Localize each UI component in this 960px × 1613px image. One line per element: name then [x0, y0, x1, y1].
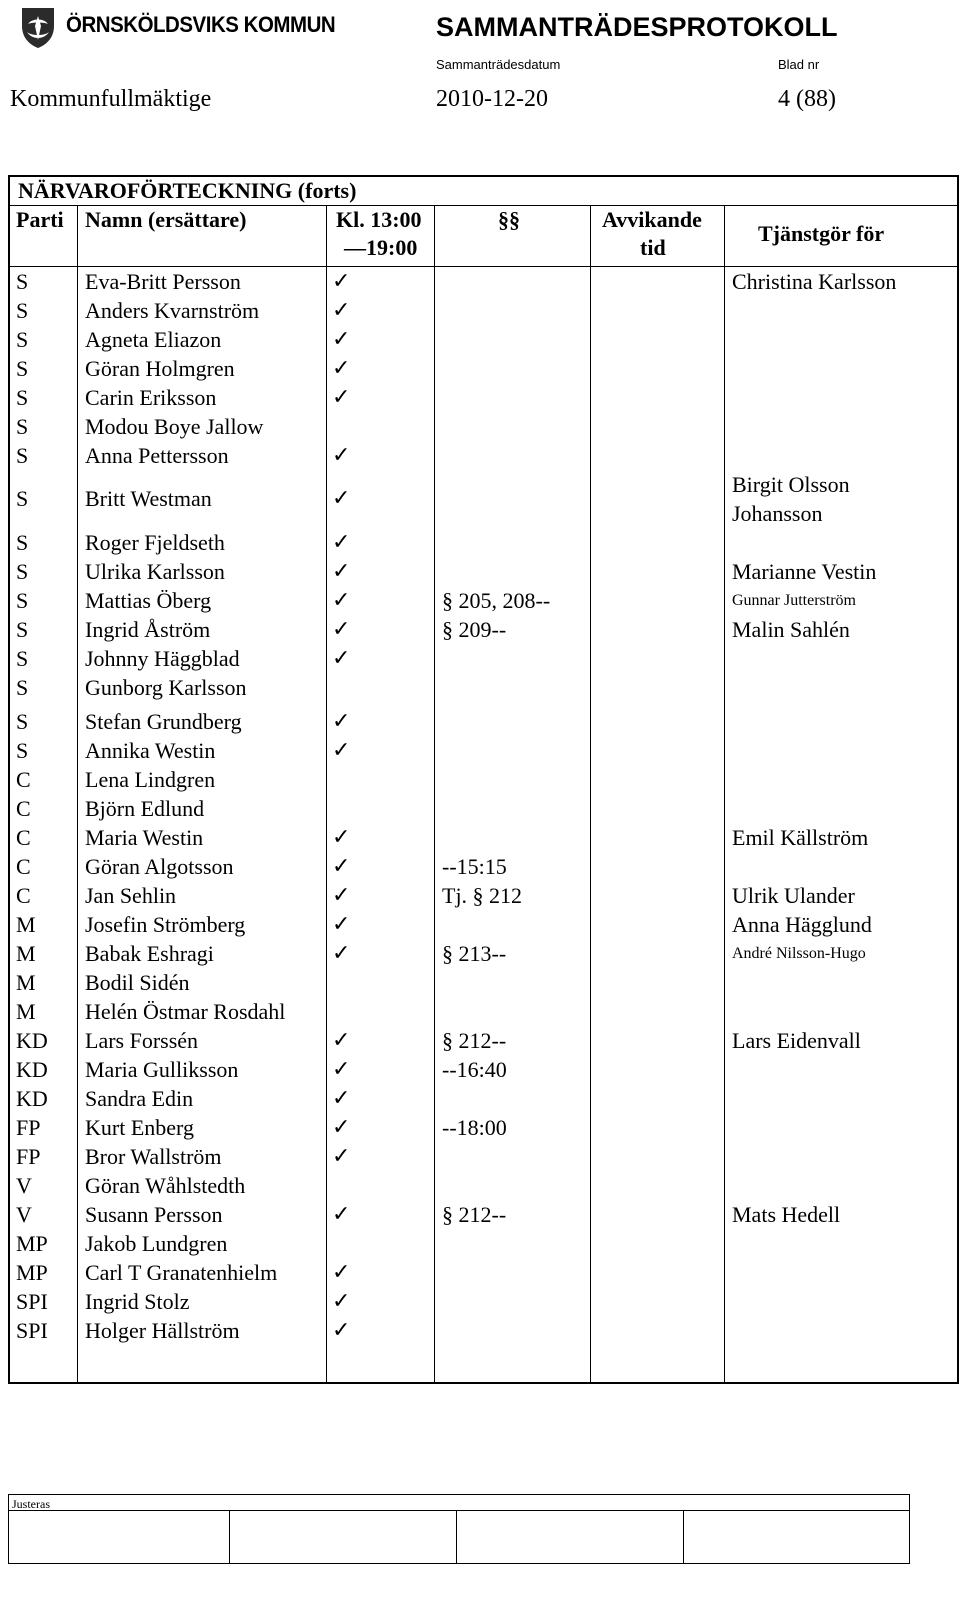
row-paragraph-note: --18:00: [442, 1115, 507, 1140]
row-party: KD: [16, 1028, 48, 1053]
row-paragraph-note: --16:40: [442, 1057, 507, 1082]
present-check-icon: ✓: [332, 617, 351, 642]
row-serving-for: André Nilsson-Hugo: [732, 945, 866, 962]
row-party: V: [16, 1173, 32, 1198]
row-serving-for: Birgit Olsson: [732, 472, 850, 497]
row-party: FP: [16, 1115, 41, 1140]
signature-divider: [9, 1510, 909, 1511]
row-name: Britt Westman: [85, 486, 212, 511]
row-serving-for: Lars Eidenvall: [732, 1028, 861, 1053]
row-serving-for: Emil Källström: [732, 825, 869, 850]
page-number: 4 (88): [778, 86, 836, 112]
meeting-date-label: Sammanträdesdatum: [436, 57, 561, 72]
row-name: Sandra Edin: [85, 1086, 194, 1111]
column-header-paragraph: §§: [498, 207, 520, 232]
row-name: Gunborg Karlsson: [85, 675, 247, 700]
row-party: C: [16, 796, 31, 821]
column-header-deviation-unit: tid: [640, 235, 666, 260]
row-party: M: [16, 941, 36, 966]
row-party: S: [16, 486, 29, 511]
row-party: S: [16, 356, 29, 381]
present-check-icon: ✓: [332, 1115, 351, 1140]
row-name: Carin Eriksson: [85, 385, 217, 410]
column-divider: [434, 206, 435, 1382]
organ-name: Kommunfullmäktige: [10, 86, 212, 112]
present-check-icon: ✓: [332, 443, 351, 468]
row-name: Bodil Sidén: [85, 970, 190, 995]
row-party: S: [16, 269, 29, 294]
row-name: Josefin Strömberg: [85, 912, 246, 937]
row-party: M: [16, 912, 36, 937]
column-divider: [590, 206, 591, 1382]
row-party: KD: [16, 1057, 48, 1082]
row-name: Göran Algotsson: [85, 854, 234, 879]
row-party: C: [16, 883, 31, 908]
present-check-icon: ✓: [332, 941, 351, 966]
present-check-icon: ✓: [332, 646, 351, 671]
row-party: MP: [16, 1260, 48, 1285]
row-name: Holger Hällström: [85, 1318, 240, 1343]
municipality-name: ÖRNSKÖLDSVIKS KOMMUN: [66, 12, 336, 37]
row-name: Susann Persson: [85, 1202, 223, 1227]
row-party: C: [16, 825, 31, 850]
row-party: S: [16, 738, 29, 763]
table-heading: NÄRVAROFÖRTECKNING (forts): [18, 178, 357, 203]
row-party: FP: [16, 1144, 41, 1169]
row-party: S: [16, 709, 29, 734]
row-name: Jakob Lundgren: [85, 1231, 228, 1256]
row-party: S: [16, 588, 29, 613]
row-serving-for-cont: Johansson: [732, 501, 823, 526]
row-serving-for: Ulrik Ulander: [732, 883, 855, 908]
row-name: Eva-Britt Persson: [85, 269, 241, 294]
row-paragraph-note: § 205, 208--: [442, 588, 551, 613]
justeras-label: Justeras: [12, 1497, 50, 1511]
row-name: Ingrid Åström: [85, 617, 211, 642]
row-name: Göran Holmgren: [85, 356, 235, 381]
row-name: Helén Östmar Rosdahl: [85, 999, 286, 1024]
signature-column-divider: [456, 1510, 457, 1563]
attendance-table: [8, 175, 959, 1384]
row-name: Lars Forssén: [85, 1028, 199, 1053]
present-check-icon: ✓: [332, 738, 351, 763]
row-party: S: [16, 385, 29, 410]
present-check-icon: ✓: [332, 825, 351, 850]
column-header-time-end: —19:00: [344, 235, 418, 260]
row-paragraph-note: § 212--: [442, 1028, 507, 1053]
present-check-icon: ✓: [332, 1318, 351, 1343]
present-check-icon: ✓: [332, 1057, 351, 1082]
column-header-serving-for: Tjänstgör för: [758, 221, 885, 246]
row-name: Maria Westin: [85, 825, 204, 850]
row-party: SPI: [16, 1318, 48, 1343]
present-check-icon: ✓: [332, 1260, 351, 1285]
row-party: KD: [16, 1086, 48, 1111]
present-check-icon: ✓: [332, 327, 351, 352]
row-serving-for: Christina Karlsson: [732, 269, 897, 294]
signature-column-divider: [683, 1510, 684, 1563]
row-name: Kurt Enberg: [85, 1115, 194, 1140]
row-name: Annika Westin: [85, 738, 216, 763]
row-name: Göran Wåhlstedth: [85, 1173, 246, 1198]
row-name: Björn Edlund: [85, 796, 205, 821]
present-check-icon: ✓: [332, 269, 351, 294]
column-header-party: Parti: [16, 207, 64, 232]
signature-column-divider: [229, 1510, 230, 1563]
row-party: S: [16, 414, 29, 439]
row-paragraph-note: Tj. § 212: [442, 883, 523, 908]
meeting-date: 2010-12-20: [436, 86, 548, 112]
row-paragraph-note: § 209--: [442, 617, 507, 642]
row-party: M: [16, 999, 36, 1024]
column-divider: [77, 206, 78, 1382]
row-name: Anders Kvarnström: [85, 298, 260, 323]
row-party: C: [16, 854, 31, 879]
present-check-icon: ✓: [332, 298, 351, 323]
row-name: Agneta Eliazon: [85, 327, 222, 352]
row-serving-for: Marianne Vestin: [732, 559, 877, 584]
row-party: S: [16, 530, 29, 555]
row-party: SPI: [16, 1289, 48, 1314]
coat-of-arms-icon: [18, 6, 58, 50]
row-party: S: [16, 327, 29, 352]
present-check-icon: ✓: [332, 1202, 351, 1227]
row-name: Carl T Granatenhielm: [85, 1260, 278, 1285]
page-number-label: Blad nr: [778, 57, 820, 72]
row-name: Ulrika Karlsson: [85, 559, 225, 584]
row-party: S: [16, 298, 29, 323]
present-check-icon: ✓: [332, 1144, 351, 1169]
signature-box: [8, 1494, 910, 1564]
row-party: S: [16, 559, 29, 584]
present-check-icon: ✓: [332, 883, 351, 908]
document-type: SAMMANTRÄDESPROTOKOLL: [436, 12, 838, 42]
present-check-icon: ✓: [332, 530, 351, 555]
column-divider: [326, 206, 327, 1382]
present-check-icon: ✓: [332, 912, 351, 937]
present-check-icon: ✓: [332, 559, 351, 584]
present-check-icon: ✓: [332, 1086, 351, 1111]
row-name: Babak Eshragi: [85, 941, 214, 966]
present-check-icon: ✓: [332, 385, 351, 410]
row-paragraph-note: § 213--: [442, 941, 507, 966]
row-party: S: [16, 443, 29, 468]
row-serving-for: Malin Sahlén: [732, 617, 850, 642]
row-party: S: [16, 646, 29, 671]
present-check-icon: ✓: [332, 854, 351, 879]
present-check-icon: ✓: [332, 486, 351, 511]
row-name: Johnny Häggblad: [85, 646, 240, 671]
row-party: M: [16, 970, 36, 995]
row-name: Ingrid Stolz: [85, 1289, 190, 1314]
row-name: Lena Lindgren: [85, 767, 216, 792]
row-name: Maria Gulliksson: [85, 1057, 239, 1082]
row-name: Roger Fjeldseth: [85, 530, 225, 555]
row-party: V: [16, 1202, 32, 1227]
column-header-name: Namn (ersättare): [85, 207, 247, 232]
present-check-icon: ✓: [332, 1028, 351, 1053]
present-check-icon: ✓: [332, 1289, 351, 1314]
row-name: Bror Wallström: [85, 1144, 222, 1169]
row-paragraph-note: --15:15: [442, 854, 507, 879]
column-header-deviation: Avvikande: [602, 207, 702, 232]
row-party: C: [16, 767, 31, 792]
row-name: Stefan Grundberg: [85, 709, 242, 734]
present-check-icon: ✓: [332, 588, 351, 613]
row-party: MP: [16, 1231, 48, 1256]
row-party: S: [16, 675, 29, 700]
row-serving-for: Anna Hägglund: [732, 912, 872, 937]
column-header-time: Kl. 13:00: [336, 207, 422, 232]
column-divider: [724, 206, 725, 1382]
row-party: S: [16, 617, 29, 642]
row-name: Jan Sehlin: [85, 883, 177, 908]
row-name: Mattias Öberg: [85, 588, 212, 613]
row-serving-for: Mats Hedell: [732, 1202, 841, 1227]
present-check-icon: ✓: [332, 356, 351, 381]
row-paragraph-note: § 212--: [442, 1202, 507, 1227]
present-check-icon: ✓: [332, 709, 351, 734]
row-serving-for: Gunnar Jutterström: [732, 592, 856, 609]
row-name: Anna Pettersson: [85, 443, 229, 468]
row-name: Modou Boye Jallow: [85, 414, 264, 439]
